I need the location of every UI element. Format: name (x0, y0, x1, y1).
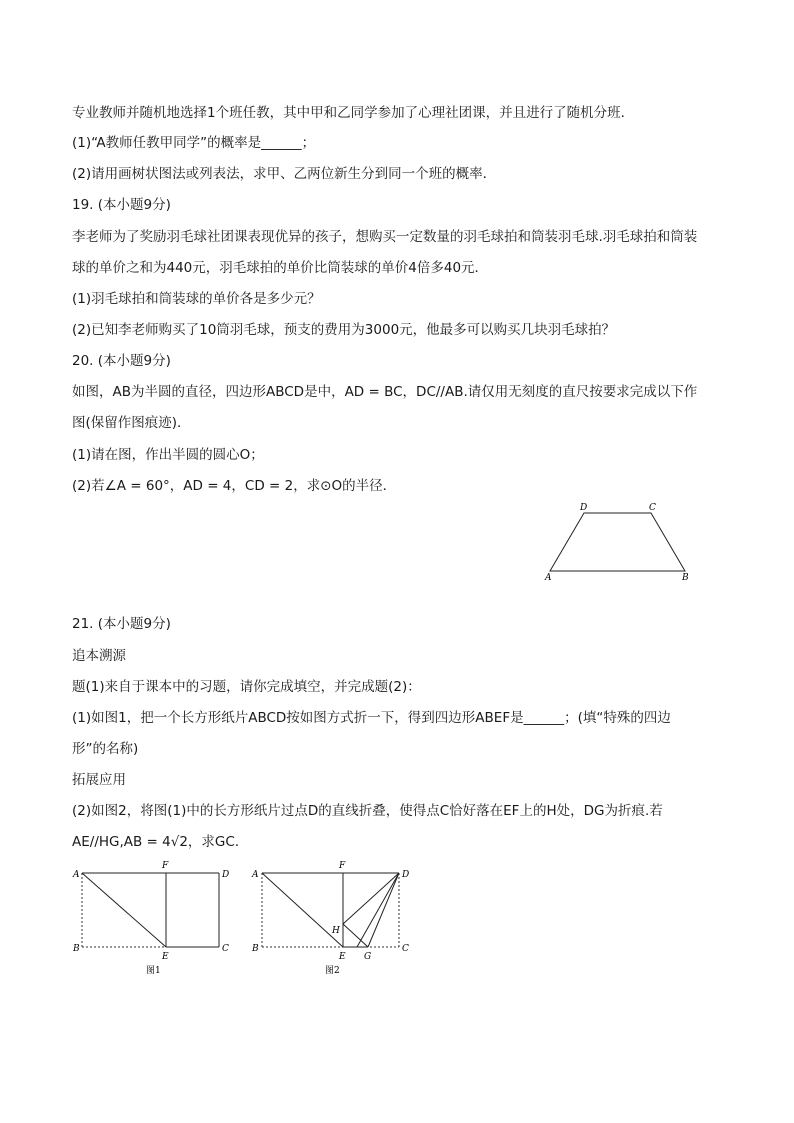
fig2-segment-dh (343, 873, 399, 924)
fig2-label-b: B (252, 944, 259, 954)
trapezoid-abcd (550, 513, 685, 571)
fig1-fold-ae (82, 873, 166, 947)
q21-part1-line2: 形”的名称) (72, 741, 139, 757)
q21-header: 21. (本小题9分) (72, 616, 171, 632)
q20-part2: (2)若∠A = 60°，AD = 4，CD = 2，求⊙O的半径． (72, 478, 397, 494)
fig2-caption: 图2 (325, 966, 340, 976)
q19-part1: (1)羽毛球拍和筒装球的单价各是多少元？ (72, 291, 321, 307)
fig2-label-e: E (339, 952, 346, 962)
q21-intro: 题(1)来自于课本中的习题，请你完成填空，并完成题(2)： (72, 679, 421, 695)
q19-stem-line1: 李老师为了奖励羽毛球社团课表现优异的孩子，想购买一定数量的羽毛球拍和筒装羽毛球.羽毛球拍和筒装 (72, 229, 698, 245)
fig2-fold-ae (262, 873, 343, 947)
fig2-label-c: C (402, 944, 409, 954)
q20-stem-line2: 图(保留作图痕迹)． (72, 415, 191, 431)
q20-trapezoid-figure (540, 500, 700, 590)
q19-part2: (2)已知李老师购买了10筒羽毛球，预支的费用为3000元，他最多可以购买几块羽毛球拍？ (72, 322, 616, 338)
q21-figure1 (68, 858, 238, 983)
fig2-segment-hg (343, 924, 368, 947)
q19-header: 19. (本小题9分) (72, 197, 171, 213)
point-b-label: B (682, 573, 689, 583)
fig2-label-a: A (252, 870, 259, 880)
q20-part1: (1)请在图，作出半圆的圆心O； (72, 447, 264, 463)
q19-stem-line2: 球的单价之和为440元，羽毛球拍的单价比筒装球的单价4倍多40元． (72, 260, 489, 276)
point-c-label: C (649, 503, 656, 513)
fig1-label-a: A (73, 870, 80, 880)
point-a-label: A (545, 573, 552, 583)
q21-figure2 (246, 858, 416, 983)
fig1-label-d: D (222, 870, 230, 880)
fig2-crease-dg (368, 873, 399, 947)
q21-subtitle: 拓展应用 (72, 772, 126, 788)
fig1-label-e: E (162, 952, 169, 962)
q21-part1-line1: (1)如图1，把一个长方形纸片ABCD按如图方式折一下，得到四边形ABEF是______；(填“特殊的四边 (72, 710, 671, 726)
q21-title: 追本溯源 (72, 648, 126, 664)
fig1-label-f: F (162, 861, 169, 871)
fig1-label-b: B (73, 944, 80, 954)
fig2-label-h: H (332, 926, 340, 936)
fig2-label-d: D (402, 870, 410, 880)
q18-part1: (1)“A教师任教甲同学”的概率是______； (72, 135, 316, 151)
fig2-aux-line (357, 873, 399, 947)
point-d-label: D (580, 503, 588, 513)
fig1-caption: 图1 (146, 966, 161, 976)
q21-part2-line2: AE//HG,AB = 4√2，求GC． (72, 834, 249, 850)
q20-stem-line1: 如图，AB为半圆的直径，四边形ABCD是中，AD = BC，DC//AB.请仅用无刻度的直尺按要求完成以下作 (72, 384, 698, 400)
fig2-label-f: F (339, 861, 346, 871)
q18-part2: (2)请用画树状图法或列表法，求甲、乙两位新生分到同一个班的概率． (72, 166, 497, 182)
fig2-label-g: G (364, 952, 372, 962)
q20-header: 20. (本小题9分) (72, 353, 171, 369)
fig1-label-c: C (222, 944, 229, 954)
q18-intro: 专业教师并随机地选择1个班任教，其中甲和乙同学参加了心理社团课，并且进行了随机分班． (72, 105, 635, 121)
q21-part2-line1: (2)如图2，将图(1)中的长方形纸片过点D的直线折叠，使得点C恰好落在EF上的H处，DG为折痕.若 (72, 803, 663, 819)
